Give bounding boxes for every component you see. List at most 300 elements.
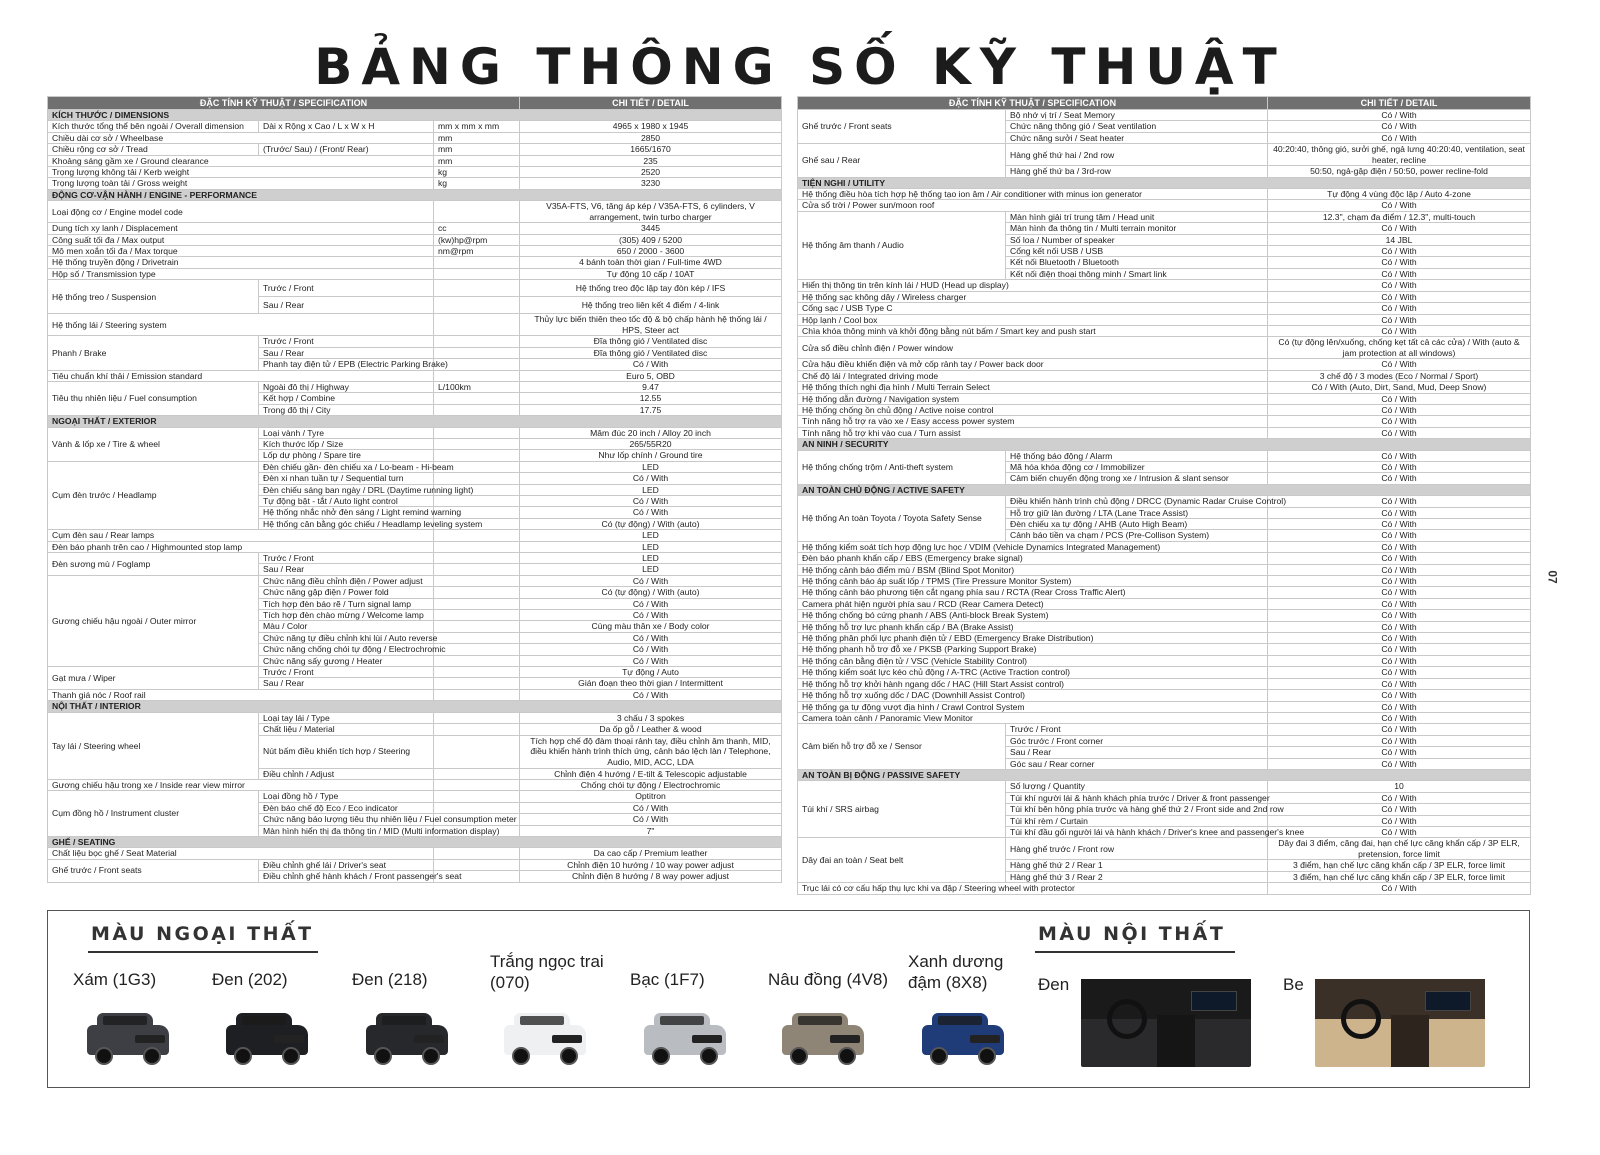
spec-unit — [434, 724, 520, 735]
spec-value: Có / With — [1268, 132, 1531, 143]
interior-image — [1315, 979, 1485, 1067]
divider — [88, 951, 318, 953]
spec-unit — [434, 621, 520, 632]
car-wheel — [234, 1047, 252, 1065]
spec-row — [798, 576, 1531, 587]
spec-value: Có / With — [1268, 519, 1531, 530]
section-row — [798, 177, 1531, 188]
spec-value: Có / With — [1268, 291, 1531, 302]
section-title: AN TOÀN BỊ ĐỘNG / PASSIVE SAFETY — [798, 769, 1531, 780]
spec-sublabel: Sau / Rear — [259, 678, 434, 689]
infotainment-screen — [1425, 991, 1471, 1011]
section-title: ĐỘNG CƠ-VẬN HÀNH / ENGINE - PERFORMANCE — [48, 189, 782, 200]
spec-sublabel: Trước / Front — [259, 553, 434, 564]
spec-row — [48, 370, 782, 381]
spec-value: Có / With — [1268, 758, 1531, 769]
swatch-label: Đen (202) — [212, 970, 288, 989]
spec-value: 14 JBL — [1268, 234, 1531, 245]
spec-label: Hộp số / Transmission type — [48, 268, 434, 279]
spec-row — [48, 859, 782, 870]
car-window — [382, 1016, 426, 1025]
spec-value: Có / With — [1268, 598, 1531, 609]
car-grill — [135, 1035, 165, 1043]
spec-value: Có / With — [1268, 404, 1531, 415]
spec-unit: kg — [434, 178, 520, 189]
spec-sublabel: Đèn xi nhan tuần tự / Sequential turn — [259, 473, 434, 484]
spec-label: Thanh giá nóc / Roof rail — [48, 689, 434, 700]
spec-sublabel: Cảnh báo tiền va chạm / PCS (Pre-Collison System) — [1006, 530, 1268, 541]
spec-row — [48, 530, 782, 541]
swatch-label: Trắng ngọc trai (070) — [490, 952, 604, 992]
spec-row — [798, 655, 1531, 666]
spec-row — [798, 553, 1531, 564]
spec-row — [798, 701, 1531, 712]
spec-value: 3 chấu / 3 spokes — [520, 712, 782, 723]
spec-row — [798, 359, 1531, 370]
exterior-swatch — [352, 969, 512, 990]
spec-sublabel: Màn hình hiển thị đa thông tin / MID (Multi information display) — [259, 825, 434, 836]
car-wheel — [930, 1047, 948, 1065]
spec-value: Mâm đúc 20 inch / Alloy 20 inch — [520, 427, 782, 438]
spec-sublabel: Chức năng điều chỉnh điện / Power adjust — [259, 575, 434, 586]
car-window — [242, 1016, 286, 1025]
spec-label: Loại động cơ / Engine model code — [48, 201, 434, 223]
section-row — [48, 701, 782, 712]
car-image — [500, 1009, 590, 1067]
spec-unit — [434, 575, 520, 586]
spec-value: 265/55R20 — [520, 438, 782, 449]
spec-value: Optitron — [520, 791, 782, 802]
spec-value: Có / With — [1268, 280, 1531, 291]
spec-label: Tay lái / Steering wheel — [48, 712, 259, 779]
spec-unit: (kw)hp@rpm — [434, 234, 520, 245]
spec-label: Công suất tối đa / Max output — [48, 234, 434, 245]
spec-row — [798, 404, 1531, 415]
spec-value: Có / With — [1268, 507, 1531, 518]
spec-value: Có / With — [1268, 633, 1531, 644]
spec-value: Có / With — [1268, 621, 1531, 632]
spec-value: Có / With — [1268, 257, 1531, 268]
spec-sublabel: Đèn báo chế độ Eco / Eco indicator — [259, 802, 434, 813]
spec-row — [798, 314, 1531, 325]
spec-value: Có / With — [1268, 223, 1531, 234]
spec-unit — [434, 495, 520, 506]
spec-label: Hệ thống cảnh báo điểm mù / BSM (Blind Spot Monitor) — [798, 564, 1268, 575]
spec-value: Có / With — [1268, 200, 1531, 211]
spec-sublabel: Hàng ghế trước / Front row — [1006, 838, 1268, 860]
spec-label: Đèn báo phanh khẩn cấp / EBS (Emergency brake signal) — [798, 553, 1268, 564]
spec-value: V35A-FTS, V6, tăng áp kép / V35A-FTS, 6 cylinders, V arrangement, twin turbo charger — [520, 201, 782, 223]
section-title: AN TOÀN CHỦ ĐỘNG / ACTIVE SAFETY — [798, 484, 1531, 495]
spec-value: Có / With — [1268, 110, 1531, 121]
spec-unit — [434, 268, 520, 279]
spec-row — [798, 678, 1531, 689]
spec-unit: mm — [434, 155, 520, 166]
spec-label: Hộp lạnh / Cool box — [798, 314, 1268, 325]
spec-value: LED — [520, 553, 782, 564]
spec-label: Camera toàn cảnh / Panoramic View Monitor — [798, 712, 1268, 723]
spec-value: Có / With — [1268, 541, 1531, 552]
spec-row — [48, 689, 782, 700]
spec-sublabel: Ngoài đô thị / Highway — [259, 381, 434, 392]
spec-sublabel: Kích thước lốp / Size — [259, 438, 434, 449]
spec-label: Hệ thống dẫn đường / Navigation system — [798, 393, 1268, 404]
spec-row — [48, 201, 782, 223]
spec-value: Có / With — [1268, 576, 1531, 587]
spec-label: Hệ thống cảnh báo phương tiện cắt ngang phía sau / RCTA (Rear Cross Traffic Alert) — [798, 587, 1268, 598]
spec-row — [798, 712, 1531, 723]
spec-row — [48, 257, 782, 268]
spec-sublabel: Loại tay lái / Type — [259, 712, 434, 723]
section-row — [798, 439, 1531, 450]
spec-unit — [434, 473, 520, 484]
spec-sublabel: Hàng ghế thứ 2 / Rear 1 — [1006, 860, 1268, 871]
spec-value: 12.3", chạm đa điểm / 12.3", multi-touch — [1268, 211, 1531, 222]
spec-sublabel: Chức năng chống chói tự động / Electrochromic — [259, 644, 434, 655]
steering-wheel — [1341, 999, 1381, 1039]
center-console — [1157, 1015, 1195, 1067]
spec-unit — [434, 644, 520, 655]
section-title: NGOẠI THẤT / EXTERIOR — [48, 416, 782, 427]
spec-unit — [434, 427, 520, 438]
spec-row — [48, 234, 782, 245]
spec-sublabel: Túi khí đầu gối người lái và hành khách / Driver's knee and passenger's knee — [1006, 826, 1268, 837]
spec-unit: L/100km — [434, 381, 520, 392]
spec-value: Có / With — [520, 689, 782, 700]
car-window — [798, 1016, 842, 1025]
car-wheel — [374, 1047, 392, 1065]
spec-unit — [434, 314, 520, 336]
spec-value: 12.55 — [520, 393, 782, 404]
spec-sublabel: Sau / Rear — [259, 297, 434, 314]
detail-header: CHI TIẾT / DETAIL — [520, 97, 782, 110]
spec-sublabel: Chức năng tự điều chỉnh khi lùi / Auto reverse — [259, 632, 434, 643]
spec-value: Có / With — [520, 359, 782, 370]
spec-value: Có / With — [520, 598, 782, 609]
car-grill — [830, 1035, 860, 1043]
spec-sublabel: Trước / Front — [259, 667, 434, 678]
spec-label: Hệ thống sạc không dây / Wireless charger — [798, 291, 1268, 302]
spec-unit — [434, 678, 520, 689]
spec-label: Hệ thống An toàn Toyota / Toyota Safety Sense — [798, 496, 1006, 542]
spec-label: Gương chiếu hậu trong xe / Inside rear view mirror — [48, 779, 434, 790]
spec-value: Đĩa thông gió / Ventilated disc — [520, 347, 782, 358]
spec-value: Gián đoạn theo thời gian / Intermittent — [520, 678, 782, 689]
spec-value: Có / With — [1268, 303, 1531, 314]
spec-unit — [434, 347, 520, 358]
spec-label: Hệ thống lái / Steering system — [48, 314, 434, 336]
spec-value: Có (tự động) / With (auto) — [520, 518, 782, 529]
spec-row — [798, 144, 1531, 166]
section-title: KÍCH THƯỚC / DIMENSIONS — [48, 110, 782, 121]
spec-value: LED — [520, 461, 782, 472]
spec-label: Hệ thống cân bằng điện tử / VSC (Vehicle Stability Control) — [798, 655, 1268, 666]
spec-value: Cùng màu thân xe / Body color — [520, 621, 782, 632]
spec-value: 650 / 2000 - 3600 — [520, 246, 782, 257]
spec-label: Cổng sạc / USB Type C — [798, 303, 1268, 314]
spec-label: Hệ thống âm thanh / Audio — [798, 211, 1006, 279]
spec-label: Kích thước tổng thể bên ngoài / Overall dimension — [48, 121, 259, 132]
spec-row — [798, 189, 1531, 200]
spec-value: (305) 409 / 5200 — [520, 234, 782, 245]
spec-value: 4965 x 1980 x 1945 — [520, 121, 782, 132]
spec-row — [48, 667, 782, 678]
spec-unit — [434, 610, 520, 621]
spec-label: Ghế sau / Rear — [798, 144, 1006, 177]
spec-label: Mô men xoắn tối đa / Max torque — [48, 246, 434, 257]
spec-value: 235 — [520, 155, 782, 166]
spec-value: 7" — [520, 825, 782, 836]
spec-unit — [434, 553, 520, 564]
spec-value: 9.47 — [520, 381, 782, 392]
spec-value: Có / With — [1268, 747, 1531, 758]
car-window — [938, 1016, 982, 1025]
spec-sublabel: Màn hình đa thông tin / Multi terrain monitor — [1006, 223, 1268, 234]
spec-value: Đĩa thông gió / Ventilated disc — [520, 336, 782, 347]
spec-unit — [434, 393, 520, 404]
spec-sublabel: Điều chỉnh ghế lái / Driver's seat — [259, 859, 434, 870]
spec-row — [48, 268, 782, 279]
section-title: TIỆN NGHI / UTILITY — [798, 177, 1531, 188]
spec-sublabel: Đèn chiếu gần- đèn chiếu xa / Lo-beam - Hi-beam — [259, 461, 434, 472]
spec-row — [798, 416, 1531, 427]
spec-row — [48, 381, 782, 392]
spec-value: Thủy lực biến thiên theo tốc độ & bộ chấp hành hệ thống lái / HPS, Steer act — [520, 314, 782, 336]
spec-value: Tự động 10 cấp / 10AT — [520, 268, 782, 279]
spec-header: ĐẶC TÍNH KỸ THUẬT / SPECIFICATION — [48, 97, 520, 110]
spec-value: Có / With — [1268, 416, 1531, 427]
spec-value: 3445 — [520, 223, 782, 234]
spec-row — [798, 370, 1531, 381]
spec-row — [48, 280, 782, 297]
spec-value: Có / With — [1268, 712, 1531, 723]
spec-row — [798, 291, 1531, 302]
spec-row — [48, 336, 782, 347]
spec-label: Tính năng hỗ trợ khi vào cua / Turn assist — [798, 427, 1268, 438]
car-window — [103, 1016, 147, 1025]
spec-sublabel: Loại vành / Tyre — [259, 427, 434, 438]
spec-header: ĐẶC TÍNH KỸ THUẬT / SPECIFICATION — [798, 97, 1268, 110]
spec-unit: mm x mm x mm — [434, 121, 520, 132]
spec-sublabel: Trước / Front — [259, 336, 434, 347]
spec-unit: nm@rpm — [434, 246, 520, 257]
spec-label: Ghế trước / Front seats — [48, 859, 259, 882]
spec-unit: kg — [434, 167, 520, 178]
spec-label: Tiêu chuẩn khí thải / Emission standard — [48, 370, 434, 381]
spec-value: 3230 — [520, 178, 782, 189]
spec-value: Có / With — [1268, 804, 1531, 815]
spec-unit — [434, 587, 520, 598]
spec-value: Hệ thống treo liên kết 4 điểm / 4-link — [520, 297, 782, 314]
spec-value: Có / With — [1268, 815, 1531, 826]
spec-sublabel: Điều khiển hành trình chủ động / DRCC (Dynamic Radar Cruise Control) — [1006, 496, 1268, 507]
spec-value: Euro 5, OBD — [520, 370, 782, 381]
spec-label: Trọng lượng không tải / Kerb weight — [48, 167, 434, 178]
spec-sublabel: Kết nối Bluetooth / Bluetooth — [1006, 257, 1268, 268]
spec-label: Chất liệu bọc ghế / Seat Material — [48, 848, 434, 859]
spec-table-right — [797, 96, 1531, 895]
spec-value: LED — [520, 530, 782, 541]
spec-row — [798, 644, 1531, 655]
color-panel — [47, 910, 1530, 1088]
spec-value: Có (tự động lên/xuống, chống kẹt tất cả các cửa) / With (auto & jam protection at all windows) — [1268, 337, 1531, 359]
spec-value: Da ốp gỗ / Leather & wood — [520, 724, 782, 735]
spec-sublabel: Màn hình giải trí trung tâm / Head unit — [1006, 211, 1268, 222]
spec-unit — [434, 768, 520, 779]
spec-sublabel: Hỗ trợ giữ làn đường / LTA (Lane Trace Assist) — [1006, 507, 1268, 518]
exterior-color-title: MÀU NGOẠI THẤT — [91, 923, 314, 945]
spec-label: Hệ thống treo / Suspension — [48, 280, 259, 314]
spec-row — [48, 575, 782, 586]
spec-sublabel: Góc sau / Rear corner — [1006, 758, 1268, 769]
spec-value: Có / With — [1268, 461, 1531, 472]
spec-label: Cửa sổ trời / Power sun/moon roof — [798, 200, 1268, 211]
car-image — [83, 1009, 173, 1067]
spec-row — [48, 223, 782, 234]
spec-value: Có / With — [520, 575, 782, 586]
spec-sublabel: Hệ thống báo động / Alarm — [1006, 450, 1268, 461]
spec-row — [798, 427, 1531, 438]
interior-image — [1081, 979, 1251, 1067]
spec-value: Chỉnh điện 10 hướng / 10 way power adjust — [520, 859, 782, 870]
spec-value: 1665/1670 — [520, 144, 782, 155]
car-grill — [414, 1035, 444, 1043]
spec-label: Chiều dài cơ sở / Wheelbase — [48, 132, 434, 143]
spec-sublabel: Trong đô thị / City — [259, 404, 434, 415]
section-row — [48, 189, 782, 200]
spec-row — [798, 200, 1531, 211]
spec-unit — [434, 450, 520, 461]
car-image — [222, 1009, 312, 1067]
spec-label: Túi khí / SRS airbag — [798, 781, 1006, 838]
spec-value: Có / With — [1268, 690, 1531, 701]
spec-sublabel: Chức năng báo lượng tiêu thụ nhiên liệu / Fuel consumption meter — [259, 814, 434, 825]
spec-unit — [434, 712, 520, 723]
exterior-swatch — [212, 969, 372, 990]
interior-label: Đen — [1038, 975, 1070, 994]
spec-label: Cụm đèn trước / Headlamp — [48, 461, 259, 529]
spec-label: Trọng lượng toàn tải / Gross weight — [48, 178, 434, 189]
spec-row — [48, 791, 782, 802]
spec-label: Hệ thống thích nghi địa hình / Multi Terrain Select — [798, 382, 1268, 393]
spec-label: Ghế trước / Front seats — [798, 110, 1006, 144]
car-image — [640, 1009, 730, 1067]
car-wheel — [560, 1047, 578, 1065]
car-wheel — [652, 1047, 670, 1065]
spec-sublabel: Hàng ghế thứ 3 / Rear 2 — [1006, 871, 1268, 882]
spec-label: Hệ thống phân phối lực phanh điện tử / EBD (Emergency Brake Distribution) — [798, 633, 1268, 644]
spec-value: Có / With — [1268, 530, 1531, 541]
spec-unit — [434, 859, 520, 870]
exterior-swatch — [908, 951, 1018, 993]
spec-row — [798, 621, 1531, 632]
spec-label: Hệ thống chống trộm / Anti-theft system — [798, 450, 1006, 484]
car-wheel — [512, 1047, 530, 1065]
swatch-label: Đen (218) — [352, 970, 428, 989]
spec-row — [798, 838, 1531, 860]
car-window — [660, 1016, 704, 1025]
spec-row — [48, 779, 782, 790]
spec-sublabel: Đèn chiếu sáng ban ngày / DRL (Daytime running light) — [259, 484, 434, 495]
spec-unit — [434, 848, 520, 859]
spec-sublabel: Sau / Rear — [259, 564, 434, 575]
spec-value: Có / With — [1268, 314, 1531, 325]
spec-value: Có / With — [1268, 121, 1531, 132]
car-window — [520, 1016, 564, 1025]
spec-sublabel: Màu / Color — [259, 621, 434, 632]
spec-label: Hệ thống phanh hỗ trợ đỗ xe / PKSB (Parking Support Brake) — [798, 644, 1268, 655]
spec-value: Có / With — [1268, 246, 1531, 257]
spec-value: Có / With — [1268, 667, 1531, 678]
spec-row — [48, 314, 782, 336]
spec-value: Có / With — [1268, 610, 1531, 621]
exterior-swatch — [490, 951, 630, 993]
infotainment-screen — [1191, 991, 1237, 1011]
spec-label: Trục lái có cơ cấu hấp thụ lực khi va đập / Steering wheel with protector — [798, 883, 1268, 894]
spec-row — [798, 211, 1531, 222]
spec-label: Hệ thống kiểm soát tích hợp động lực học / VDIM (Vehicle Dynamics Integrated Management) — [798, 541, 1268, 552]
spec-value: Tự động / Auto — [520, 667, 782, 678]
divider — [1035, 951, 1235, 953]
swatch-label: Xanh dương đậm (8X8) — [908, 952, 1004, 992]
spec-sublabel: Hàng ghế thứ hai / 2nd row — [1006, 144, 1268, 166]
spec-value: Tự động 4 vùng độc lập / Auto 4-zone — [1268, 189, 1531, 200]
spec-unit — [434, 779, 520, 790]
spec-sublabel: Lốp dự phòng / Spare tire — [259, 450, 434, 461]
spec-sublabel: Tích hợp đèn chào mừng / Welcome lamp — [259, 610, 434, 621]
car-grill — [552, 1035, 582, 1043]
spec-row — [798, 690, 1531, 701]
spec-label: Hệ thống kiểm soát lực kéo chủ động / A-TRC (Active Traction control) — [798, 667, 1268, 678]
spec-table-left — [47, 96, 782, 883]
spec-label: Cảm biến hỗ trợ đỗ xe / Sensor — [798, 724, 1006, 770]
spec-value: Chống chói tự động / Electrochromic — [520, 779, 782, 790]
car-image — [778, 1009, 868, 1067]
spec-label: Chế độ lái / Integrated driving mode — [798, 370, 1268, 381]
section-title: NỘI THẤT / INTERIOR — [48, 701, 782, 712]
spec-unit — [434, 667, 520, 678]
spec-value: Có / With — [1268, 268, 1531, 279]
interior-label: Be — [1283, 975, 1304, 994]
spec-label: Phanh / Brake — [48, 336, 259, 370]
spec-value: 40:20:40, thông gió, sưởi ghế, ngả lưng 40:20:40, ventilation, seat heater, recline — [1268, 144, 1531, 166]
spec-unit — [434, 655, 520, 666]
spec-value: Có (tự động) / With (auto) — [520, 587, 782, 598]
spec-value: Có / With — [1268, 792, 1531, 803]
section-row — [48, 416, 782, 427]
spec-label: Gạt mưa / Wiper — [48, 667, 259, 690]
spec-row — [48, 246, 782, 257]
spec-value: Có / With — [1268, 678, 1531, 689]
spec-row — [798, 337, 1531, 359]
spec-label: Cụm đồng hồ / Instrument cluster — [48, 791, 259, 837]
spec-label: Tính năng hỗ trợ ra vào xe / Easy access power system — [798, 416, 1268, 427]
spec-row — [48, 712, 782, 723]
spec-row — [798, 382, 1531, 393]
spec-sublabel: Loại đồng hồ / Type — [259, 791, 434, 802]
spec-row — [798, 883, 1531, 894]
spec-sublabel: Hệ thống cân bằng góc chiếu / Headlamp leveling system — [259, 518, 434, 529]
spec-sublabel: Trước / Front — [259, 280, 434, 297]
detail-header: CHI TIẾT / DETAIL — [1268, 97, 1531, 110]
exterior-swatch — [630, 969, 770, 990]
spec-sublabel: Túi khí bên hông phía trước và hàng ghế thứ 2 / Front side and 2nd row — [1006, 804, 1268, 815]
section-title: GHẾ / SEATING — [48, 836, 782, 847]
spec-row — [798, 724, 1531, 735]
spec-unit — [434, 438, 520, 449]
spec-value: Có / With — [1268, 393, 1531, 404]
spec-value: 50:50, ngả-gập điện / 50:50, power recline-fold — [1268, 166, 1531, 177]
